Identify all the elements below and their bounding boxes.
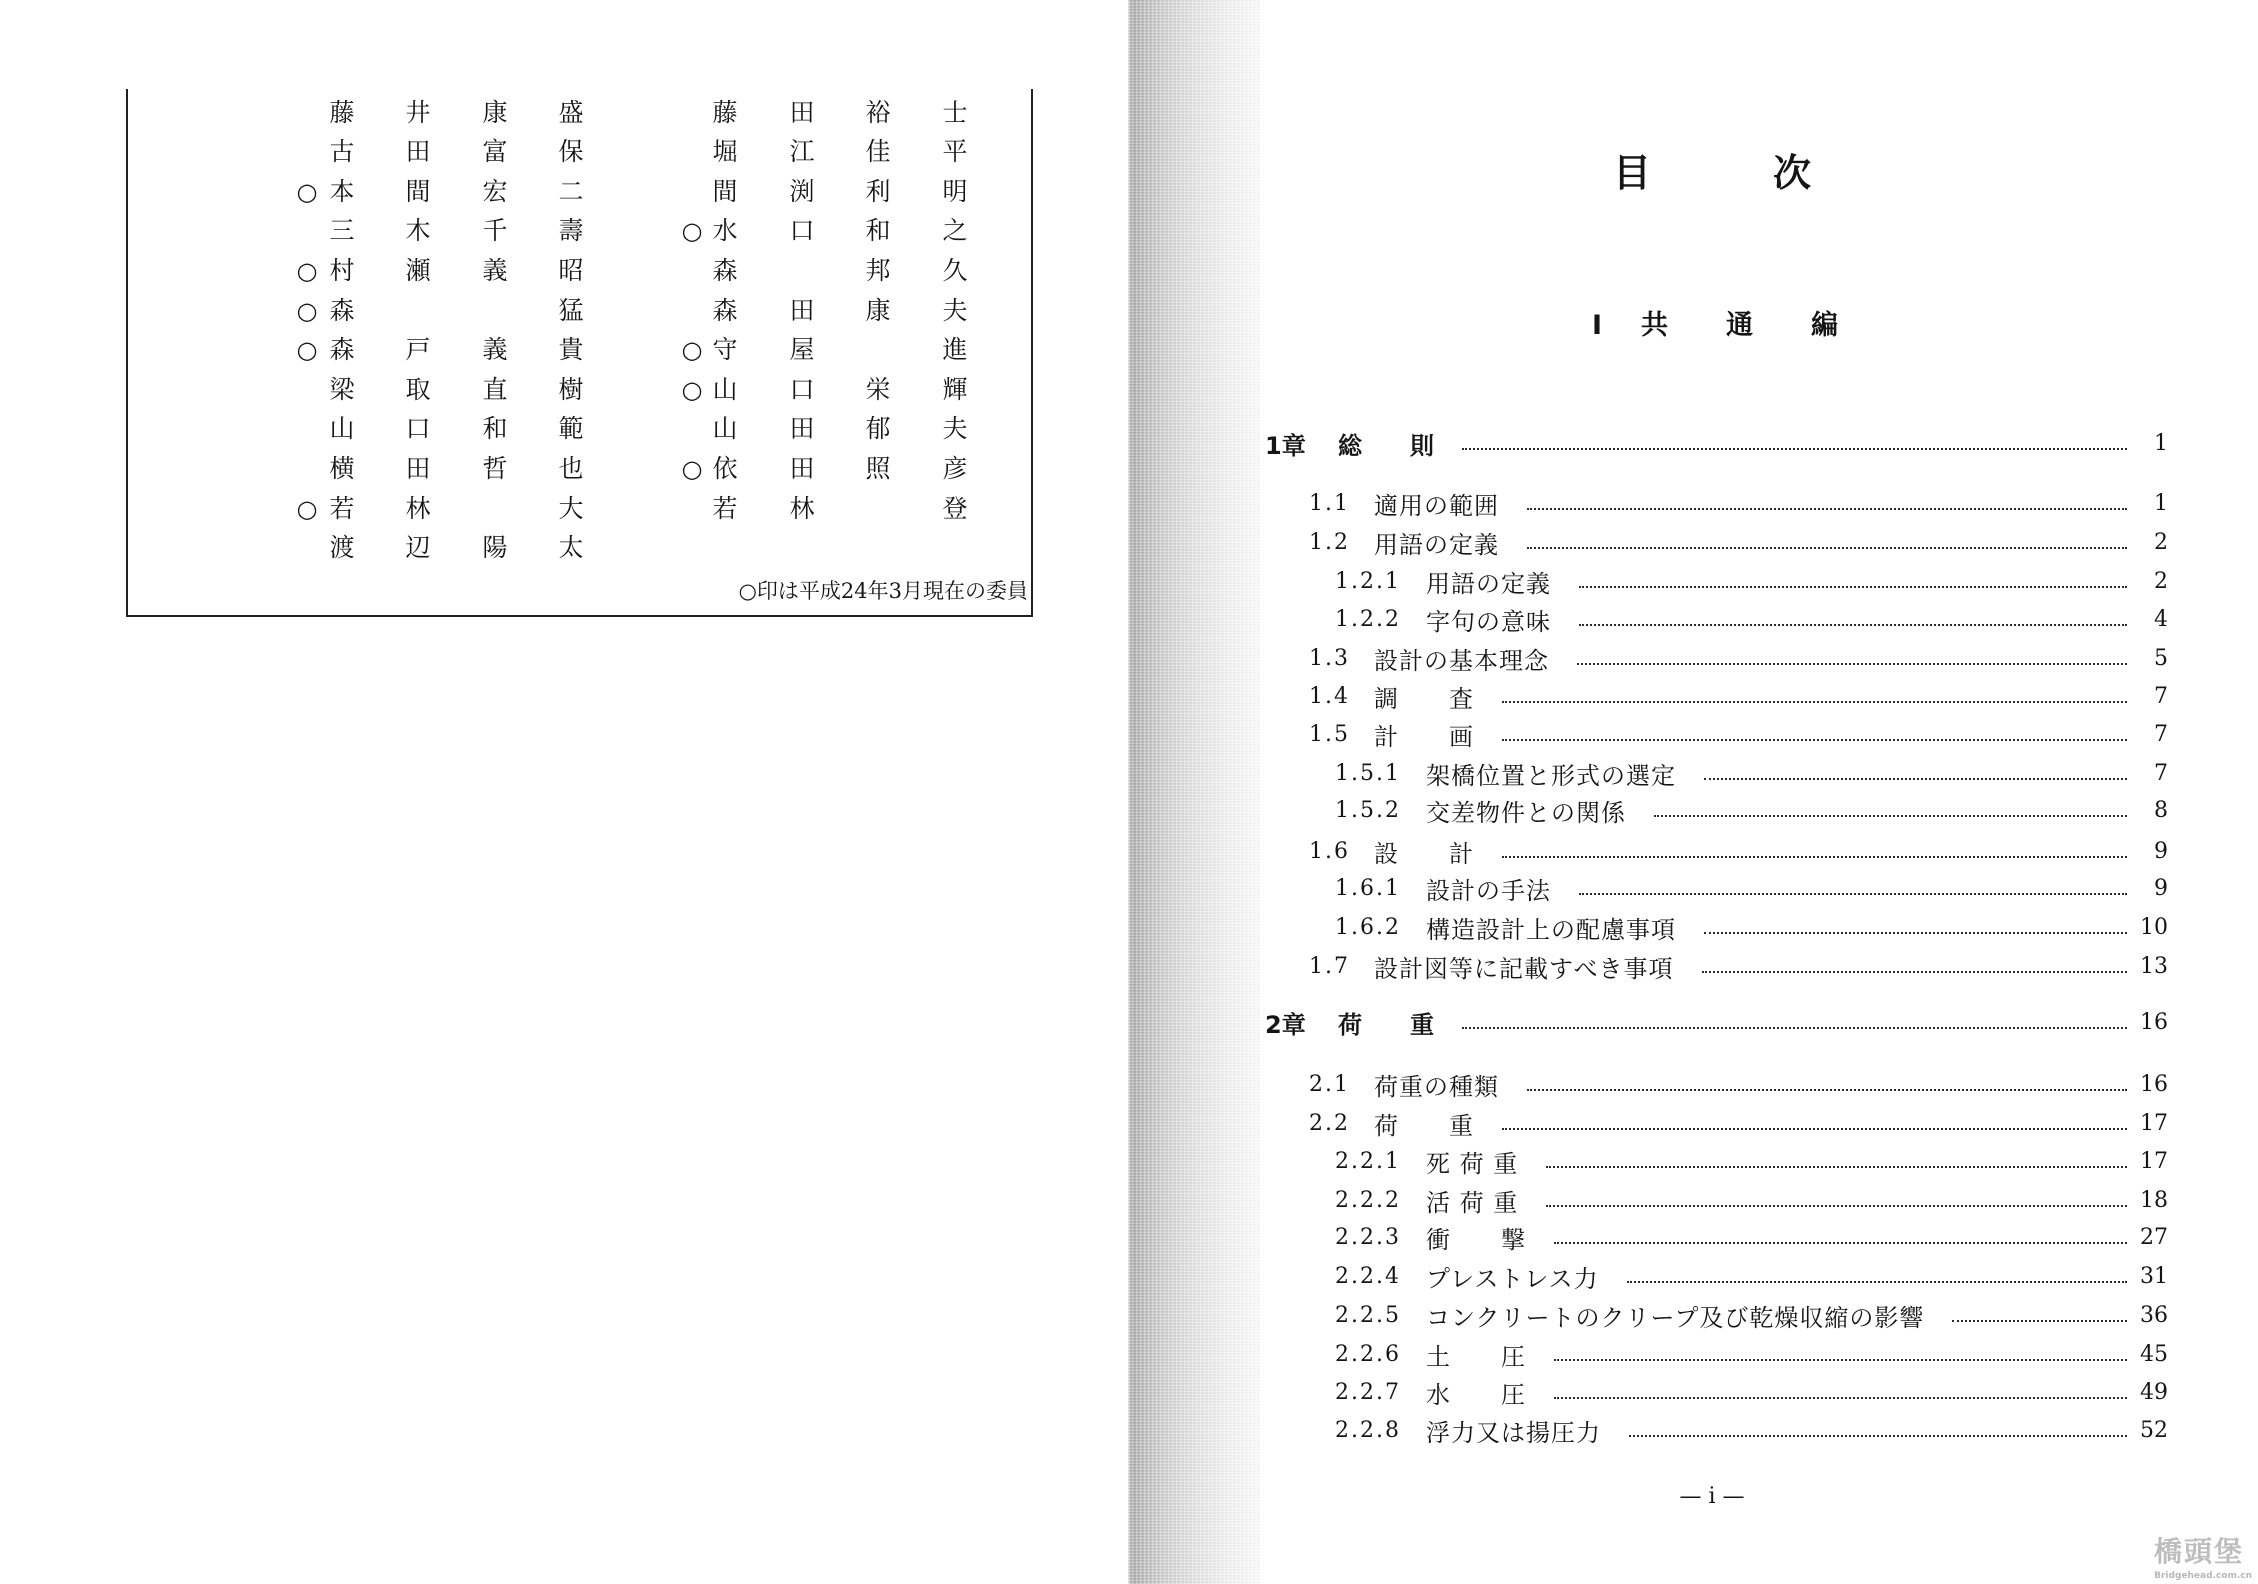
member-name-char: 辺 — [405, 533, 431, 563]
toc-leader-dots — [1952, 1320, 2127, 1322]
toc-entry — [1335, 1373, 2168, 1411]
toc-entry-number: 1.3 — [1309, 645, 1350, 671]
toc-entry-page-number: 49 — [2140, 1379, 2168, 1405]
member-name-char: 守 — [712, 335, 738, 365]
member-name-char: 陽 — [482, 533, 508, 563]
toc-entry-number: 1.2.2 — [1335, 606, 1401, 632]
frame-left-rule — [126, 89, 128, 617]
toc-entry — [1335, 869, 2168, 907]
toc-entry-number: 1.6 — [1309, 838, 1350, 864]
member-name-char: 明 — [942, 176, 968, 206]
member-name-char: 哲 — [482, 453, 508, 483]
member-name-char: 林 — [405, 493, 431, 523]
member-name-row — [291, 97, 587, 129]
toc-entry-number: 1.5.2 — [1335, 797, 1401, 823]
current-member-marker: ○ — [296, 336, 318, 365]
toc-entry-number: 2.2.8 — [1335, 1417, 1401, 1443]
toc-entry-number: 2.2.3 — [1335, 1224, 1401, 1250]
toc-entry — [1335, 1335, 2168, 1373]
toc-entry-number: 2.2.1 — [1335, 1148, 1401, 1174]
toc-entry-title: 土 圧 — [1426, 1342, 1526, 1371]
member-name-char: 貴 — [558, 335, 584, 365]
member-name-char: 平 — [942, 137, 968, 167]
toc-entry-number: 2.2.7 — [1335, 1379, 1401, 1405]
member-name-char: 裕 — [865, 97, 891, 127]
toc-leader-dots — [1704, 778, 2127, 780]
member-name-char: 照 — [865, 453, 891, 483]
member-name-char: 木 — [405, 216, 431, 246]
toc-entry-page-number: 16 — [2140, 1009, 2168, 1035]
member-name-char: 間 — [405, 176, 431, 206]
member-name-char: 戸 — [405, 335, 431, 365]
member-name-char: 二 — [558, 176, 584, 206]
toc-entry-number: 2.2.2 — [1335, 1187, 1401, 1213]
toc-entry-page-number: 10 — [2140, 914, 2168, 940]
toc-leader-dots — [1502, 739, 2127, 741]
member-name-char: 瀬 — [405, 255, 431, 285]
member-name-char: 千 — [482, 216, 508, 246]
toc-entry — [1335, 908, 2168, 946]
member-name-row — [676, 493, 971, 525]
member-name-row — [291, 295, 587, 327]
toc-entry-title: 荷 重 — [1374, 1111, 1474, 1140]
member-name-char: 富 — [482, 137, 508, 167]
toc-entry-page-number: 18 — [2140, 1187, 2168, 1213]
toc-entry-title: 用語の定義 — [1374, 530, 1499, 559]
toc-entry-page-number: 2 — [2154, 529, 2168, 555]
toc-leader-dots — [1554, 1397, 2127, 1399]
toc-entry-page-number: 1 — [2154, 430, 2168, 456]
toc-entry — [1309, 523, 2168, 561]
member-name-char: 藤 — [712, 97, 738, 127]
toc-entry-page-number: 7 — [2154, 683, 2168, 709]
member-name-char: 渕 — [789, 176, 815, 206]
toc-entry-number: 1.6.2 — [1335, 914, 1401, 940]
member-name-char: 井 — [405, 97, 431, 127]
toc-entry-page-number: 9 — [2154, 875, 2168, 901]
toc-entry-page-number: 2 — [2154, 568, 2168, 594]
member-name-row — [676, 176, 971, 208]
toc-entry-number: 1.7 — [1309, 953, 1350, 979]
member-name-char: 保 — [558, 137, 584, 167]
toc-chapter-entry — [1265, 424, 2168, 462]
watermark-site-url: Bridgehead.com.cn — [2154, 1571, 2252, 1581]
toc-entry-title: 字句の意味 — [1426, 607, 1551, 636]
toc-entry-number: 1.2 — [1309, 529, 1350, 555]
toc-entry — [1335, 791, 2168, 829]
member-name-row — [676, 255, 971, 287]
toc-leader-dots — [1502, 856, 2127, 858]
member-name-char: 宏 — [482, 176, 508, 206]
toc-entry-page-number: 31 — [2140, 1263, 2168, 1289]
frame-right-rule — [1031, 89, 1033, 617]
watermark-logo: 橋頭堡 — [2153, 1535, 2244, 1568]
toc-leader-dots — [1527, 508, 2127, 510]
member-name-row — [676, 374, 971, 406]
member-note: ○印は平成24年3月現在の委員 — [738, 579, 1028, 603]
toc-entry — [1309, 677, 2168, 715]
member-name-char: 林 — [789, 493, 815, 523]
toc-entry-title: 構造設計上の配慮事項 — [1426, 915, 1676, 944]
member-name-row — [291, 215, 587, 247]
member-name-char: 之 — [942, 216, 968, 246]
toc-entry-number: 1.2.1 — [1335, 568, 1401, 594]
toc-entry-title: 水 圧 — [1426, 1380, 1526, 1409]
toc-entry-number: 2.2.5 — [1335, 1302, 1401, 1328]
toc-entry-number: 1.6.1 — [1335, 875, 1401, 901]
member-name-row — [291, 493, 587, 525]
toc-entry-title: 調 査 — [1374, 684, 1474, 713]
toc-leader-dots — [1546, 1166, 2127, 1168]
toc-entry — [1335, 1257, 2168, 1295]
page-title: 目次 — [1613, 151, 1934, 195]
toc-entry-page-number: 16 — [2140, 1071, 2168, 1097]
member-name-row — [676, 97, 971, 129]
toc-leader-dots — [1702, 971, 2127, 973]
member-name-char: 郁 — [865, 414, 891, 444]
member-name-row — [291, 374, 587, 406]
toc-leader-dots — [1704, 932, 2127, 934]
member-name-char: 梁 — [329, 374, 355, 404]
toc-leader-dots — [1502, 701, 2127, 703]
member-name-row — [676, 334, 971, 366]
toc-leader-dots — [1554, 1359, 2127, 1361]
toc-entry-page-number: 36 — [2140, 1302, 2168, 1328]
member-name-char: 士 — [942, 97, 968, 127]
toc-leader-dots — [1579, 624, 2127, 626]
current-member-marker: ○ — [296, 177, 318, 206]
toc-entry-title: 適用の範囲 — [1374, 491, 1499, 520]
member-name-row — [676, 453, 971, 485]
toc-entry — [1309, 947, 2168, 985]
toc-entry-number: 1.5.1 — [1335, 760, 1401, 786]
member-name-char: 江 — [789, 137, 815, 167]
toc-leader-dots — [1546, 1205, 2127, 1207]
member-name-char: 山 — [712, 374, 738, 404]
toc-leader-dots — [1462, 1027, 2127, 1029]
member-name-char: 口 — [405, 414, 431, 444]
toc-entry-page-number: 52 — [2140, 1417, 2168, 1443]
member-name-row — [676, 215, 971, 247]
toc-entry — [1335, 562, 2168, 600]
member-name-char: 久 — [942, 255, 968, 285]
member-name-char: 康 — [482, 97, 508, 127]
member-name-char: 森 — [329, 295, 355, 325]
toc-entry-title: 活 荷 重 — [1426, 1188, 1519, 1217]
member-name-char: 三 — [329, 216, 355, 246]
toc-entry-number: 2.2.4 — [1335, 1263, 1401, 1289]
member-name-row — [676, 413, 971, 445]
member-name-char: 森 — [712, 295, 738, 325]
toc-entry — [1309, 1104, 2168, 1142]
member-name-char: 森 — [712, 255, 738, 285]
toc-entry-title: 計 画 — [1374, 722, 1474, 751]
member-name-char: 佳 — [865, 137, 891, 167]
member-name-char: 山 — [329, 414, 355, 444]
member-name-char: 口 — [789, 374, 815, 404]
toc-entry — [1335, 754, 2168, 792]
toc-leader-dots — [1462, 448, 2127, 450]
toc-entry-title: 設計図等に記載すべき事項 — [1374, 954, 1674, 983]
member-name-char: 義 — [482, 335, 508, 365]
toc-entry-number: 1章 — [1265, 431, 1306, 460]
toc-entry-page-number: 8 — [2154, 797, 2168, 823]
member-name-row — [291, 334, 587, 366]
member-name-char: 村 — [329, 255, 355, 285]
member-name-char: 水 — [712, 216, 738, 246]
current-member-marker: ○ — [296, 296, 318, 325]
toc-leader-dots — [1579, 893, 2127, 895]
member-name-char: 範 — [558, 414, 584, 444]
toc-entry-page-number: 27 — [2140, 1224, 2168, 1250]
member-name-char: 渡 — [329, 533, 355, 563]
member-name-char: 口 — [789, 216, 815, 246]
member-name-char: 若 — [329, 493, 355, 523]
member-name-char: 猛 — [558, 295, 584, 325]
toc-entry — [1309, 639, 2168, 677]
toc-entry-title: コンクリートのクリープ及び乾燥収縮の影響 — [1426, 1303, 1925, 1332]
member-name-char: 山 — [712, 414, 738, 444]
member-name-char: 取 — [405, 374, 431, 404]
toc-entry-title: 衝 撃 — [1426, 1225, 1526, 1254]
member-name-char: 壽 — [558, 216, 584, 246]
toc-entry-page-number: 7 — [2154, 760, 2168, 786]
member-name-char: 太 — [558, 533, 584, 563]
toc-chapter-entry — [1265, 1003, 2168, 1041]
toc-entry-number: 1.1 — [1309, 490, 1350, 516]
member-name-char: 康 — [865, 295, 891, 325]
member-name-char: 田 — [789, 453, 815, 483]
member-name-char: 邦 — [865, 255, 891, 285]
toc-entry-title: 死 荷 重 — [1426, 1149, 1519, 1178]
toc-entry-title: 荷 重 — [1338, 1010, 1434, 1039]
toc-entry-title: プレストレス力 — [1426, 1264, 1599, 1293]
member-name-row — [291, 136, 587, 168]
current-member-marker: ○ — [681, 217, 703, 246]
toc-leader-dots — [1654, 815, 2127, 817]
toc-entry — [1309, 484, 2168, 522]
toc-entry-number: 2.1 — [1309, 1071, 1350, 1097]
member-name-char: 田 — [789, 97, 815, 127]
member-name-char: 田 — [789, 414, 815, 444]
frame-bottom-rule — [126, 615, 1033, 617]
part-title: 共通編 — [1641, 310, 1896, 341]
toc-entry — [1335, 600, 2168, 638]
toc-entry-number: 2.2.6 — [1335, 1341, 1401, 1367]
toc-entry — [1309, 715, 2168, 753]
member-name-char: 和 — [865, 216, 891, 246]
toc-entry-title: 総 則 — [1338, 431, 1434, 460]
toc-entry-page-number: 1 — [2154, 490, 2168, 516]
member-name-char: 也 — [558, 453, 584, 483]
member-name-char: 夫 — [942, 414, 968, 444]
member-name-char: 古 — [329, 137, 355, 167]
member-name-char: 屋 — [789, 335, 815, 365]
member-name-char: 森 — [329, 335, 355, 365]
member-name-char: 堀 — [712, 137, 738, 167]
toc-entry-title: 架橋位置と形式の選定 — [1426, 761, 1676, 790]
member-name-char: 田 — [789, 295, 815, 325]
toc-leader-dots — [1577, 663, 2127, 665]
member-name-char: 樹 — [558, 374, 584, 404]
toc-leader-dots — [1527, 547, 2127, 549]
toc-leader-dots — [1627, 1281, 2127, 1283]
member-name-char: 田 — [405, 137, 431, 167]
member-name-char: 若 — [712, 493, 738, 523]
current-member-marker: ○ — [681, 336, 703, 365]
member-name-char: 輝 — [942, 374, 968, 404]
toc-entry-number: 2章 — [1265, 1010, 1306, 1039]
toc-entry-title: 荷重の種類 — [1374, 1072, 1499, 1101]
member-name-char: 登 — [942, 493, 968, 523]
member-name-row — [291, 532, 587, 564]
toc-entry-number: 2.2 — [1309, 1110, 1350, 1136]
toc-entry-page-number: 17 — [2140, 1110, 2168, 1136]
member-name-char: 利 — [865, 176, 891, 206]
toc-entry — [1309, 832, 2168, 870]
member-name-row — [676, 295, 971, 327]
member-name-char: 盛 — [558, 97, 584, 127]
member-name-char: 和 — [482, 414, 508, 444]
toc-entry-page-number: 45 — [2140, 1341, 2168, 1367]
toc-entry — [1309, 1065, 2168, 1103]
toc-entry-number: 1.4 — [1309, 683, 1350, 709]
member-name-char: 直 — [482, 374, 508, 404]
toc-entry-page-number: 17 — [2140, 1148, 2168, 1174]
current-member-marker: ○ — [296, 494, 318, 523]
member-name-char: 藤 — [329, 97, 355, 127]
member-name-char: 間 — [712, 176, 738, 206]
toc-entry — [1335, 1181, 2168, 1219]
toc-entry-page-number: 4 — [2154, 606, 2168, 632]
toc-entry-title: 用語の定義 — [1426, 569, 1551, 598]
toc-entry-number: 1.5 — [1309, 721, 1350, 747]
member-name-char: 横 — [329, 453, 355, 483]
toc-entry-page-number: 5 — [2154, 645, 2168, 671]
member-name-char: 進 — [942, 335, 968, 365]
current-member-marker: ○ — [681, 375, 703, 404]
member-name-row — [291, 453, 587, 485]
toc-entry — [1335, 1218, 2168, 1256]
toc-leader-dots — [1554, 1242, 2127, 1244]
member-name-row — [291, 176, 587, 208]
member-name-char: 大 — [558, 493, 584, 523]
member-name-char: 彦 — [942, 453, 968, 483]
toc-entry-title: 浮力又は揚圧力 — [1426, 1418, 1601, 1447]
member-name-char: 依 — [712, 453, 738, 483]
current-member-marker: ○ — [296, 256, 318, 285]
member-name-char: 本 — [329, 176, 355, 206]
toc-entry — [1335, 1411, 2168, 1449]
member-name-row — [291, 255, 587, 287]
member-name-char: 田 — [405, 453, 431, 483]
member-name-char: 昭 — [558, 255, 584, 285]
part-numeral: I — [1592, 310, 1603, 341]
toc-leader-dots — [1629, 1435, 2127, 1437]
book-gutter-shadow — [1128, 0, 1260, 1584]
toc-entry-page-number: 13 — [2140, 953, 2168, 979]
toc-entry-title: 交差物件との関係 — [1426, 798, 1626, 827]
toc-entry-page-number: 7 — [2154, 721, 2168, 747]
toc-entry — [1335, 1142, 2168, 1180]
current-member-marker: ○ — [681, 454, 703, 483]
member-name-row — [291, 413, 587, 445]
toc-leader-dots — [1579, 586, 2127, 588]
member-name-char: 夫 — [942, 295, 968, 325]
page-number-footer: — i — — [1679, 1484, 1745, 1509]
member-name-char: 栄 — [865, 374, 891, 404]
toc-entry — [1335, 1296, 2168, 1334]
toc-leader-dots — [1502, 1128, 2127, 1130]
toc-entry-page-number: 9 — [2154, 838, 2168, 864]
toc-entry-title: 設 計 — [1374, 839, 1474, 868]
toc-entry-title: 設計の手法 — [1426, 876, 1551, 905]
member-name-row — [676, 136, 971, 168]
toc-entry-title: 設計の基本理念 — [1374, 646, 1549, 675]
toc-leader-dots — [1527, 1089, 2127, 1091]
member-name-char: 義 — [482, 255, 508, 285]
